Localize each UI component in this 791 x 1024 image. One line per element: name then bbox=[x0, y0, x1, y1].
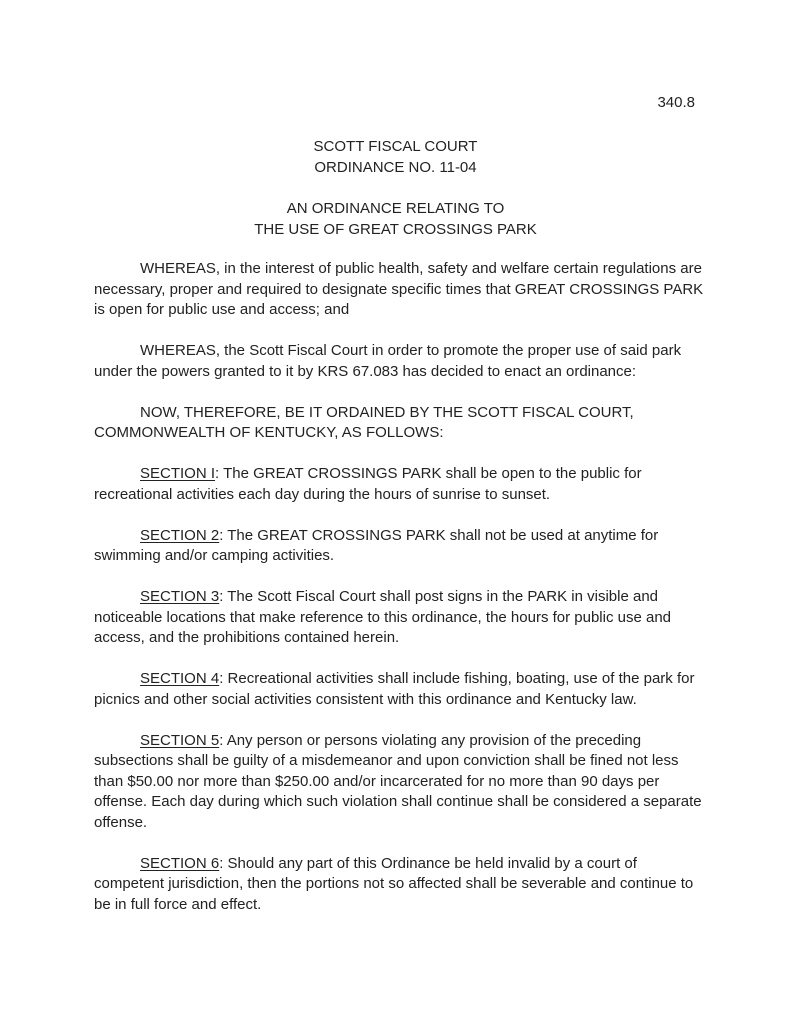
section-4-label: SECTION 4 bbox=[140, 670, 220, 687]
whereas-paragraph-1: WHEREAS, in the interest of public health, safety and welfare certain regulations are necessary, proper and required to designate specific times that GREAT CROSSINGS PARK is open for public use and access; and bbox=[94, 260, 704, 318]
court-heading bbox=[0, 136, 791, 178]
section-2-text: : The GREAT CROSSINGS PARK shall not be used at anytime for swimming and/or camping activities. bbox=[94, 526, 659, 564]
section-5-text: : Any person or persons violating any provision of the preceding subsections shall be guilty of a misdemeanor and upon conviction shall be fined not less than $50.00 nor more than $250.00 and/or incarcerated for no more than 90 days per offense. Each day during which such violation shall continue shall be considered a separate offense. bbox=[94, 731, 702, 831]
section-6-label: SECTION 6 bbox=[140, 854, 220, 872]
section-1-text: : The GREAT CROSSINGS PARK shall be open to the public for recreational activities each day during the hours of sunrise to sunset. bbox=[94, 465, 642, 503]
page-number: 340.8 bbox=[657, 94, 695, 111]
section-1-paragraph bbox=[94, 464, 704, 505]
section-2-paragraph bbox=[94, 526, 704, 567]
now-therefore-paragraph: NOW, THEREFORE, BE IT ORDAINED BY THE SCOTT FISCAL COURT, COMMONWEALTH OF KENTUCKY, AS FOLLOWS: bbox=[94, 403, 634, 441]
section-6-text: : Should any part of this Ordinance be held invalid by a court of competent jurisdiction, then the portions not so affected shall be severable and continue to be in full force and effect. bbox=[94, 854, 694, 913]
ordinance-title-line-1: AN ORDINANCE RELATING TO bbox=[286, 200, 505, 217]
ordinance-body bbox=[94, 259, 704, 936]
section-3-text: : The Scott Fiscal Court shall post signs in the PARK in visible and noticeable locations that make reference to this ordinance, the hours for public use and access, and the prohibitions contained herein. bbox=[94, 588, 672, 646]
ordinance-title bbox=[0, 198, 791, 240]
section-1-label: SECTION I bbox=[140, 465, 216, 482]
section-2-label: SECTION 2 bbox=[140, 526, 220, 544]
section-3-paragraph bbox=[94, 587, 704, 649]
court-name: SCOTT FISCAL COURT bbox=[313, 138, 478, 155]
section-6-paragraph bbox=[94, 854, 704, 916]
ordinance-title-line-2: THE USE OF GREAT CROSSINGS PARK bbox=[254, 221, 537, 238]
ordinance-number: ORDINANCE NO. 11-04 bbox=[314, 159, 477, 176]
section-3-label: SECTION 3 bbox=[140, 588, 220, 605]
whereas-paragraph-2: WHEREAS, the Scott Fiscal Court in order to promote the proper use of said park under the powers granted to it by KRS 67.083 has decided to enact an ordinance: bbox=[94, 342, 682, 380]
section-4-paragraph bbox=[94, 669, 704, 710]
section-5-paragraph bbox=[94, 731, 704, 834]
section-4-text: : Recreational activities shall include fishing, boating, use of the park for picnics and other social activities consistent with this ordinance and Kentucky law. bbox=[94, 670, 695, 708]
section-5-label: SECTION 5 bbox=[140, 731, 220, 749]
